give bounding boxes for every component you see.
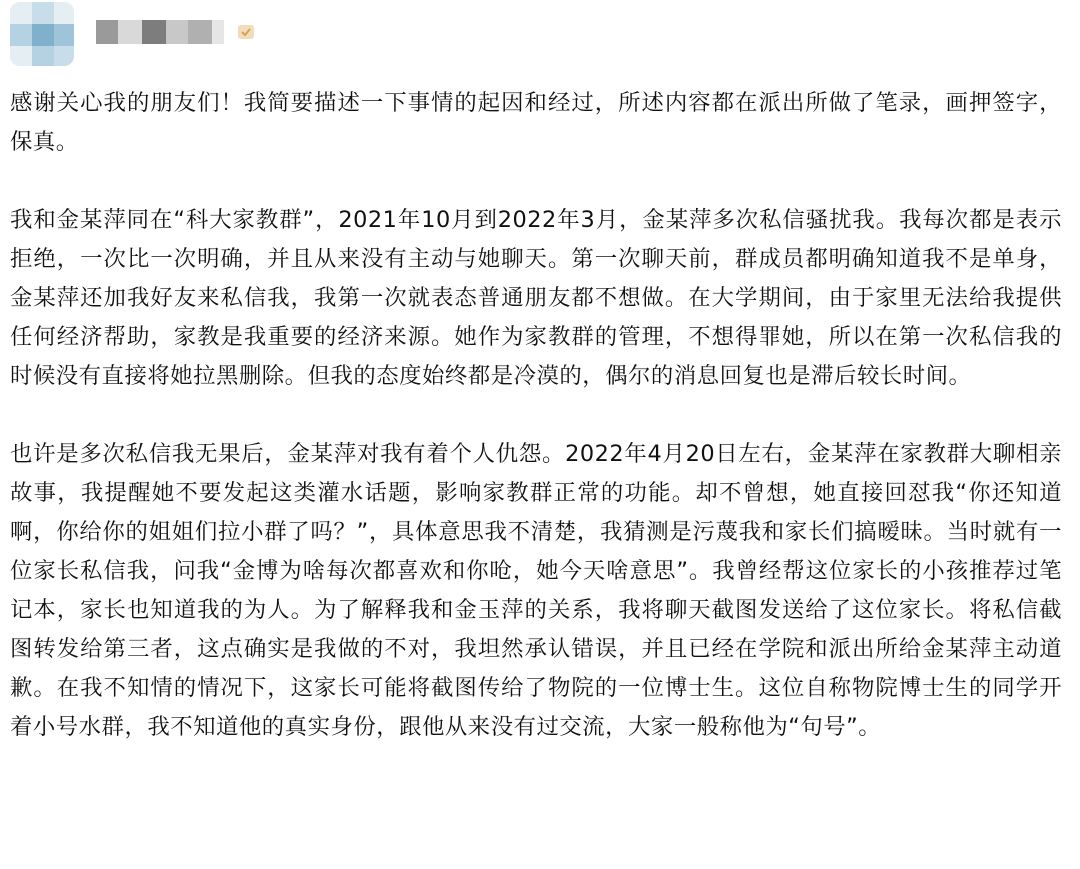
avatar[interactable] [10, 2, 74, 66]
username-blurred[interactable] [96, 20, 246, 44]
paragraph-intro: 感谢关心我的朋友们！我简要描述一下事情的起因和经过，所述内容都在派出所做了笔录，画押签字，保真。 [10, 90, 1062, 155]
paragraph-background: 我和金某萍同在“科大家教群”，2021年10月到2022年3月，金某萍多次私信骚扰我。我每次都是表示拒绝，一次比一次明确，并且从来没有主动与她聊天。第一次聊天前，群成员都明确知道我不是单身，金某萍还加我好友来私信我，我第一次就表态普通朋友都不想做。在大学期间，由于家里无法给我提供任何经济帮助，家教是我重要的经济来源。她作为家教群的管理，不想得罪她，所以在第一次私信我的时候没有直接将她拉黑删除。但我的态度始终都是冷漠的，偶尔的消息回复也是滞后较长时间。 [10, 207, 1062, 389]
post-content [10, 84, 1062, 747]
post-header [10, 2, 410, 72]
paragraph-incident: 也许是多次私信我无果后，金某萍对我有着个人仇怨。2022年4月20日左右，金某萍在家教群大聊相亲故事，我提醒她不要发起这类灌水话题，影响家教群正常的功能。却不曾想，她直接回怼我“你还知道啊，你给你的姐姐们拉小群了吗？”，具体意思我不清楚，我猜测是污蔑我和家长们搞暧昧。当时就有一位家长私信我，问我“金博为啥每次都喜欢和你呛，她今天啥意思”。我曾经帮这位家长的小孩推荐过笔记本，家长也知道我的为人。为了解释我和金玉萍的关系，我将聊天截图发送给了这位家长。将私信截图转发给第三者，这点确实是我做的不对，我坦然承认错误，并且已经在学院和派出所给金某萍主动道歉。在我不知情的情况下，这家长可能将截图传给了物院的一位博士生。这位自称物院博士生的同学开着小号水群，我不知道他的真实身份，跟他从来没有过交流，大家一般称他为“句号”。 [10, 441, 1062, 740]
verified-badge-icon [236, 22, 256, 42]
